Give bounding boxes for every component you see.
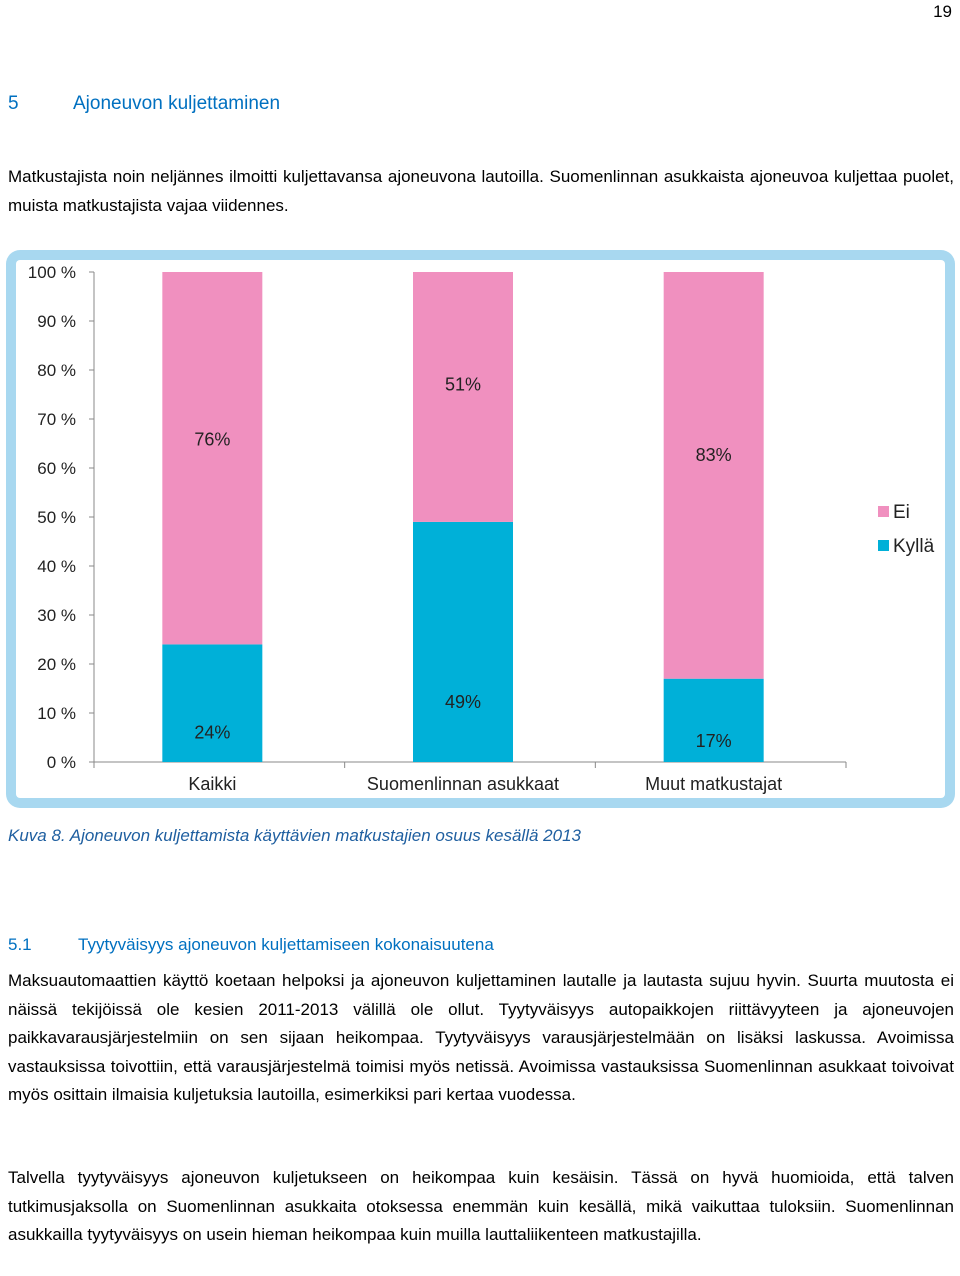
bar-ei-1	[162, 272, 262, 644]
data-label: 51%	[444, 374, 482, 395]
legend-label: Kyllä	[893, 536, 935, 557]
legend-label: Ei	[893, 502, 910, 523]
y-tick-label: 40 %	[37, 557, 76, 576]
page-number: 19	[933, 2, 952, 21]
y-tick-label: 100 %	[27, 263, 76, 282]
x-category-label: Muut matkustajat	[645, 774, 783, 794]
chart-frame	[6, 250, 955, 808]
data-label: 49%	[444, 691, 482, 712]
bar-kyll-2	[413, 522, 513, 762]
subsection-number: 5.1	[8, 935, 32, 954]
y-tick-label: 30 %	[37, 606, 76, 625]
x-category-label: Kaikki	[188, 774, 237, 794]
subsection-heading	[8, 935, 494, 955]
y-tick-label: 80 %	[37, 361, 76, 380]
y-tick-label: 0 %	[46, 753, 76, 772]
bar-kyll-1	[162, 644, 262, 762]
figure-caption: Kuva 8. Ajoneuvon kuljettamista käyttävien matkustajien osuus kesällä 2013	[8, 826, 581, 845]
x-category-label: Suomenlinnan asukkaat	[366, 774, 560, 794]
data-label: 83%	[695, 445, 732, 466]
data-label: 17%	[695, 731, 732, 752]
y-tick-label: 10 %	[37, 704, 76, 723]
legend-swatch	[878, 506, 889, 517]
section-number: 5	[8, 93, 19, 114]
y-tick-label: 50 %	[37, 508, 76, 527]
y-tick-label: 90 %	[37, 312, 76, 331]
intro-paragraph: Matkustajista noin neljännes ilmoitti kuljettavansa ajoneuvona lautoilla. Suomenlinnan asukkaista ajoneuvoa kuljettaa puolet, muista matkustajista vajaa viidennes.	[8, 167, 954, 215]
subsection-title: Tyytyväisyys ajoneuvon kuljettamiseen kokonaisuutena	[78, 935, 494, 954]
section-heading	[8, 93, 280, 115]
legend-swatch	[878, 540, 889, 551]
paragraph-2: Maksuautomaattien käyttö koetaan helpoksi ja ajoneuvon kuljettaminen lautalle ja lautasta sujuu hyvin. Suurta muutosta ei näissä tekijöissä ole kesien 2011-2013 välillä ole ollut. Tyytyväisyys autopaikkojen riittävyyteen ja ajoneuvojen paikkavarausjärjestelmiin on sen sijaan heikompaa. Tyytyväisyys varausjärjestelmään on lisäksi laskussa. Avoimissa vastauksissa toivottiin, että varausjärjestelmä toimisi myös netissä. Avoimissa vastauksissa Suomenlinnan asukkaat toivoivat myös osittain ilmaisia kuljetuksia lautoilla, esimerkiksi pari kertaa vuodessa.	[8, 971, 954, 1104]
paragraph-3: Talvella tyytyväisyys ajoneuvon kuljetukseen on heikompaa kuin kesäisin. Tässä on hyvä huomioida, että talven tutkimusjaksolla on Suomenlinnan asukkaita otoksessa enemmän kuin kesällä, mikä vaikuttaa tuloksiin. Suomenlinnan asukkailla tyytyväisyys on usein hieman heikompaa kuin muilla lauttaliikenteen matkustajilla.	[8, 1168, 954, 1244]
bar-ei-2	[413, 272, 513, 522]
bar-ei-3	[664, 272, 764, 679]
section-title: Ajoneuvon kuljettaminen	[73, 93, 281, 114]
data-label: 76%	[194, 429, 231, 450]
y-tick-label: 60 %	[37, 459, 76, 478]
y-tick-label: 70 %	[37, 410, 76, 429]
stacked-bar-chart	[6, 250, 955, 808]
y-tick-label: 20 %	[37, 655, 76, 674]
data-label: 24%	[194, 722, 231, 743]
